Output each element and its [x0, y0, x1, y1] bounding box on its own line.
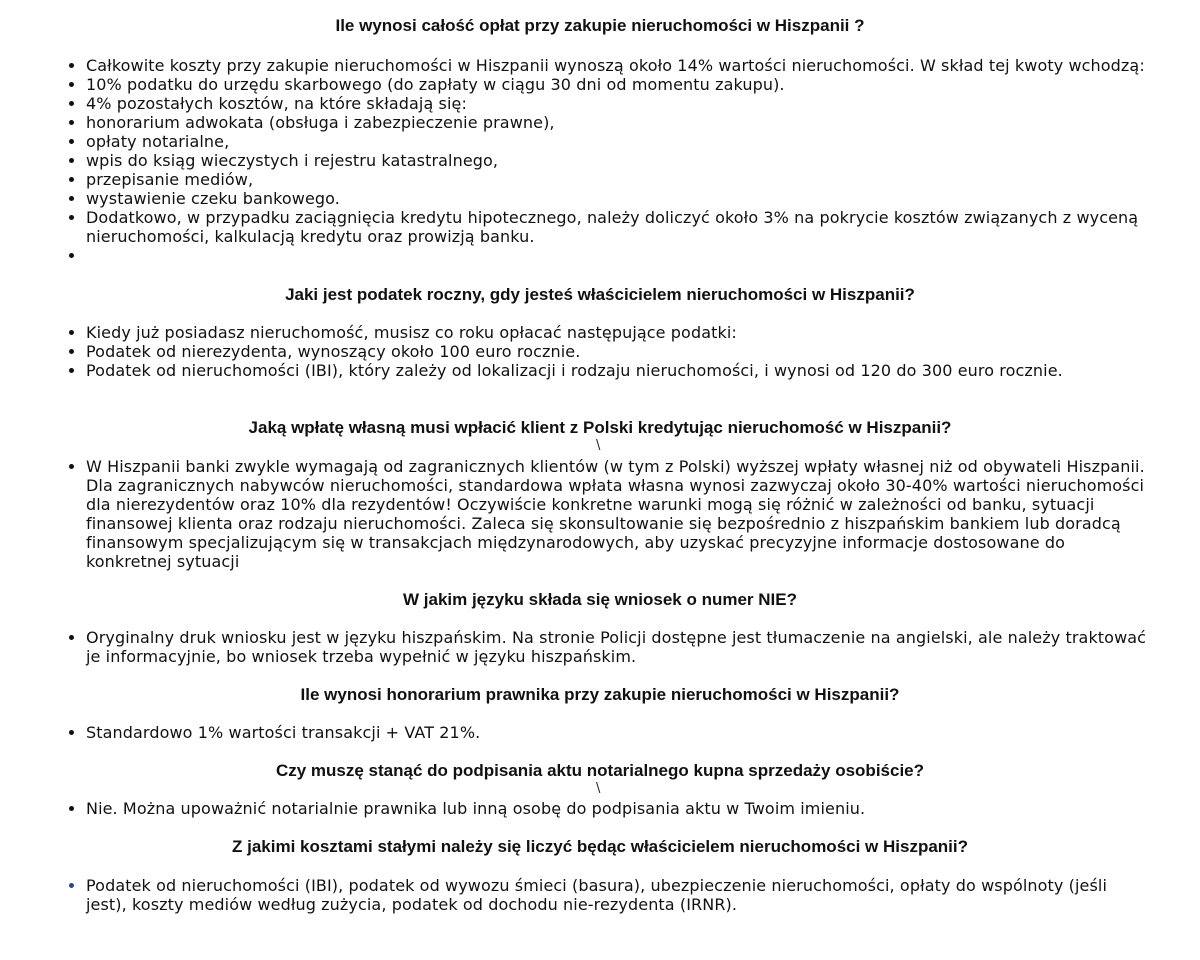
list-item: Podatek od nieruchomości (IBI), podatek od wywozu śmieci (basura), ubezpieczenie nieruchomości, opłaty do wspólnoty (jeśli jest), koszty mediów według zużycia, podatek od dochodu nie-rezydenta (IRNR). — [86, 876, 1148, 914]
list-item: opłaty notarialne, — [86, 132, 1148, 151]
list-item: honorarium adwokata (obsługa i zabezpieczenie prawne), — [86, 113, 1148, 132]
tick-mark: \ — [596, 781, 601, 796]
list-item: W Hiszpanii banki zwykle wymagają od zagranicznych klientów (w tym z Polski) wyższej wpłaty własnej niż od obywateli Hiszpanii. Dla zagranicznych nabywców nieruchomości, standardowa wpłata własna wynosi zazwyczaj około 30-40% wartości nieruchomości dla nierezydentów oraz 10% dla rezydentów! Oczywiście konkretne warunki mogą się różnić w zależności od banku, sytuacji finansowej klienta oraz rodzaju nieruchomości. Zaleca się skonsultowanie się bezpośrednio z hiszpańskim bankiem lub doradcą finansowym specjalizującym się w transakcjach międzynarodowych, aby uzyskać precyzyjne informacje dostosowane do konkretnej sytuacji — [86, 457, 1148, 571]
faq-answer-list-notary-presence — [86, 799, 1148, 818]
list-item: wpis do ksiąg wieczystych i rejestru katastralnego, — [86, 151, 1148, 170]
list-item: Standardowo 1% wartości transakcji + VAT 21%. — [86, 723, 1148, 742]
faq-answer-list-purchase-costs — [86, 56, 1148, 265]
faq-answer-list-fixed-costs — [86, 876, 1148, 914]
list-item: przepisanie mediów, — [86, 170, 1148, 189]
faq-question-annual-tax: Jaki jest podatek roczny, gdy jesteś właścicielem nieruchomości w Hiszpanii? — [285, 285, 915, 304]
list-item: Oryginalny druk wniosku jest w języku hiszpańskim. Na stronie Policji dostępne jest tłumaczenie na angielski, ale należy traktować je informacyjnie, bo wniosek trzeba wypełnić w języku hiszpańskim. — [86, 628, 1147, 666]
faq-answer-list-annual-tax — [86, 323, 1148, 380]
list-item: Podatek od nieruchomości (IBI), który zależy od lokalizacji i rodzaju nieruchomości, i wynosi od 120 do 300 euro rocznie. — [86, 361, 1148, 380]
list-item: Kiedy już posiadasz nieruchomość, musisz co roku opłacać następujące podatki: — [86, 323, 1148, 342]
list-item: Podatek od nierezydenta, wynoszący około 100 euro rocznie. — [86, 342, 1148, 361]
list-item-empty — [86, 246, 1148, 265]
faq-answer-list-nie-language — [86, 628, 1148, 666]
faq-answer-list-lawyer-fee — [86, 723, 1148, 742]
faq-question-purchase-costs: Ile wynosi całość opłat przy zakupie nieruchomości w Hiszpanii ? — [335, 16, 865, 35]
list-item: 4% pozostałych kosztów, na które składają się: — [86, 94, 1148, 113]
faq-answer-list-down-payment — [86, 457, 1148, 571]
faq-question-notary-presence: Czy muszę stanąć do podpisania aktu notarialnego kupna sprzedaży osobiście? — [275, 761, 925, 780]
faq-question-nie-language: W jakim języku składa się wniosek o numer NIE? — [403, 590, 797, 609]
list-item: wystawienie czeku bankowego. — [86, 189, 1148, 208]
list-item: Dodatkowo, w przypadku zaciągnięcia kredytu hipotecznego, należy doliczyć około 3% na pokrycie kosztów związanych z wyceną nieruchomości, kalkulacją kredytu oraz prowizją banku. — [86, 208, 1148, 246]
faq-question-fixed-costs: Z jakimi kosztami stałymi należy się liczyć będąc właścicielem nieruchomości w Hiszpanii? — [231, 837, 969, 856]
faq-question-lawyer-fee: Ile wynosi honorarium prawnika przy zakupie nieruchomości w Hiszpanii? — [300, 685, 900, 704]
list-item: 10% podatku do urzędu skarbowego (do zapłaty w ciągu 30 dni od momentu zakupu). — [86, 75, 1148, 94]
tick-mark: \ — [596, 438, 601, 453]
faq-question-down-payment: Jaką wpłatę własną musi wpłacić klient z Polski kredytując nieruchomość w Hiszpanii? — [248, 418, 952, 437]
list-item: Nie. Można upoważnić notarialnie prawnika lub inną osobę do podpisania aktu w Twoim imieniu. — [86, 799, 1148, 818]
list-item: Całkowite koszty przy zakupie nieruchomości w Hiszpanii wynoszą około 14% wartości nieruchomości. W skład tej kwoty wchodzą: — [86, 56, 1148, 75]
